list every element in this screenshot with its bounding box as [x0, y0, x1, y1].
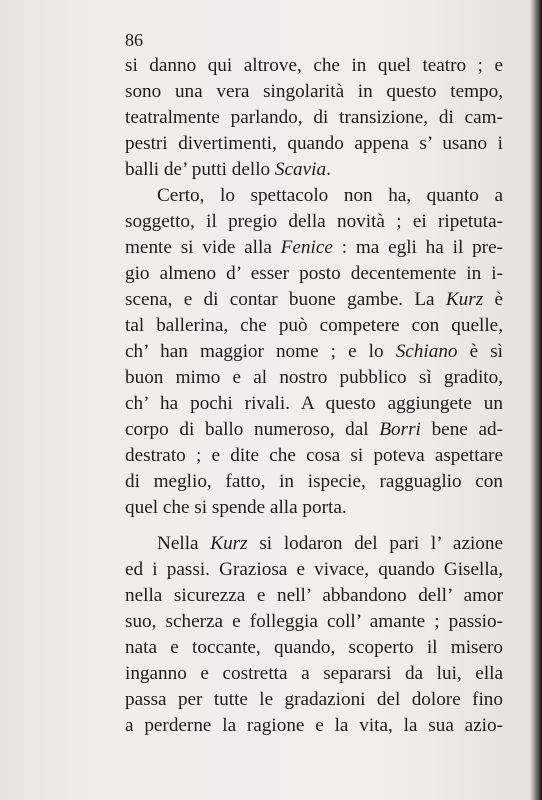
text-line: corpo di ballo numeroso, dal Borri bene ad-	[125, 419, 503, 440]
text-line: sono una vera singolarità in questo tempo,	[125, 81, 503, 102]
page-edge-shadow	[530, 0, 542, 800]
text-line: a perderne la ragione e la vita, la sua azio-	[125, 715, 503, 736]
text-line: ed i passi. Graziosa e vivace, quando Gisella,	[125, 559, 503, 580]
text-line: tal ballerina, che può competere con quelle,	[125, 315, 503, 336]
text-line: passa per tutte le gradazioni del dolore fino	[125, 689, 503, 710]
page-number: 86	[125, 30, 143, 50]
text-line: destrato ; e dite che cosa si poteva aspettare	[125, 445, 503, 466]
text-line: Certo, lo spettacolo non ha, quanto a	[157, 185, 503, 206]
text-line: suo, scherza e folleggia coll’ amante ; passio-	[125, 611, 503, 632]
text-line: mente si vide alla Fenice : ma egli ha il pre-	[125, 237, 503, 258]
text-line: quel che si spende alla porta.	[125, 497, 347, 518]
text-line: si danno qui altrove, che in quel teatro ; e	[125, 55, 503, 76]
text-line: inganno e costretta a separarsi da lui, ella	[125, 663, 503, 684]
text-line: Nella Kurz si lodaron del pari l’ azione	[157, 533, 503, 554]
text-line: ch’ ha pochi rivali. A questo aggiungete un	[125, 393, 503, 414]
text-line: buon mimo e al nostro pubblico sì gradito,	[125, 367, 503, 388]
text-line: di meglio, fatto, in ispecie, ragguaglio con	[125, 471, 503, 492]
text-line: nella sicurezza e nell’ abbandono dell’ amor	[125, 585, 503, 606]
text-line: pestri divertimenti, quando appena s’ usano i	[125, 133, 503, 154]
text-line: teatralmente parlando, di transizione, di cam-	[125, 107, 503, 128]
text-line: ch’ han maggior nome ; e lo Schiano è sì	[125, 341, 503, 362]
text-line: soggetto, il pregio della novità ; ei ripetuta-	[125, 211, 503, 232]
text-line: nata e toccante, quando, scoperto il misero	[125, 637, 503, 658]
text-line: gio almeno d’ esser posto decentemente in i-	[125, 263, 503, 284]
text-line: balli de’ putti dello Scavia.	[125, 159, 331, 180]
text-line: scena, e di contar buone gambe. La Kurz è	[125, 289, 503, 310]
